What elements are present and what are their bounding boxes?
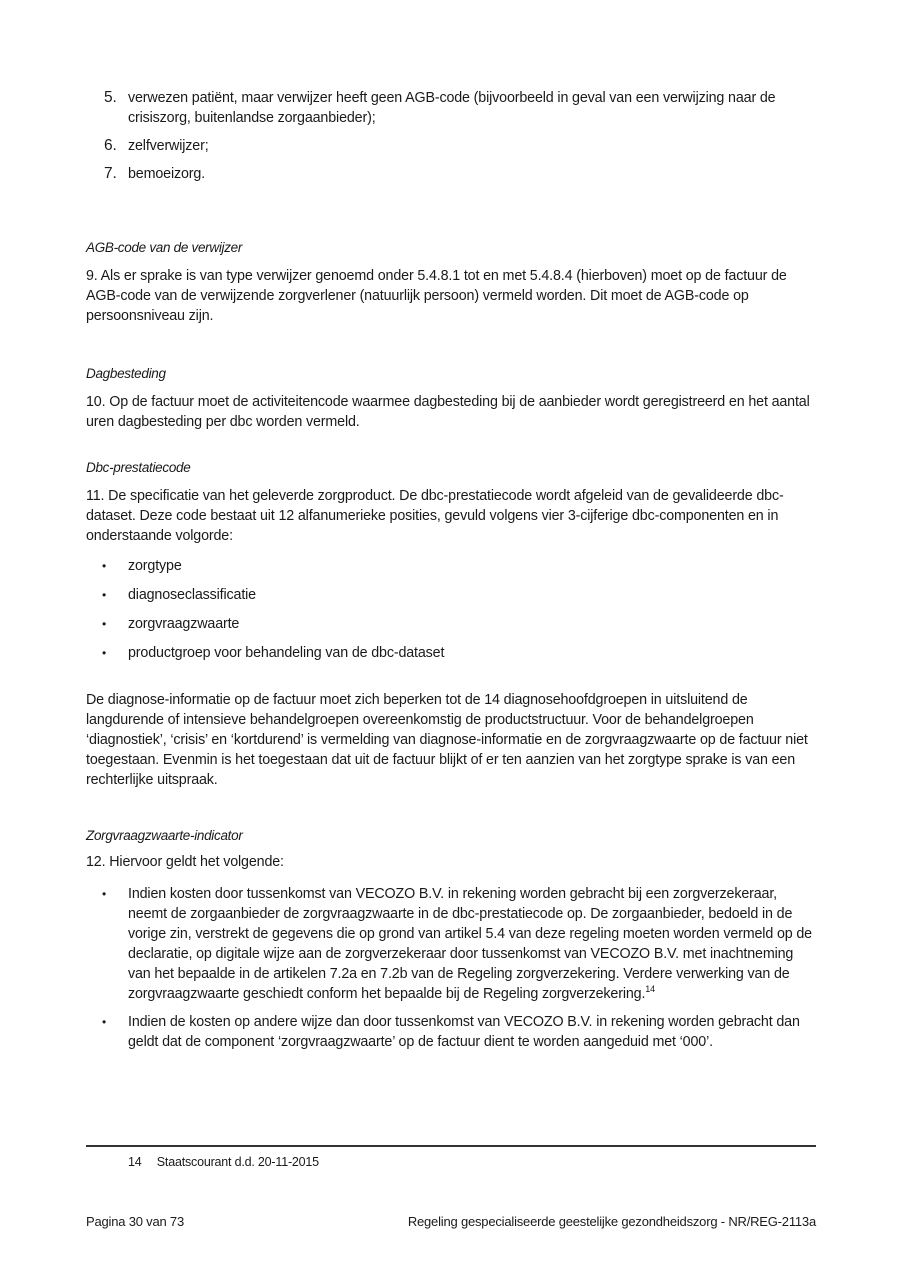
list-item xyxy=(86,1012,816,1052)
bullet-icon: • xyxy=(102,1015,107,1029)
document-title: Regeling gespecialiseerde geestelijke gezondheidszorg - NR/REG-2113a xyxy=(407,1214,816,1229)
footnote-divider xyxy=(86,1145,816,1147)
footnote-number: 14 xyxy=(128,1155,142,1169)
list-text: zelfverwijzer; xyxy=(128,138,209,154)
list-item xyxy=(86,164,816,184)
section-agb xyxy=(86,238,816,326)
section-paragraph: 10. Op de factuur moet de activiteitencode waarmee dagbesteding bij de aanbieder wordt geregistreerd en het aantal uren dagbesteding per dbc worden vermeld. xyxy=(86,394,810,430)
section-paragraph: De diagnose-informatie op de factuur moet zich beperken tot de 14 diagnosehoofdgroepen in uitsluitend de langdurende of intensieve behandelgroepen overeenkomstig de productstructuur. Voor de behandelgroepen ‘diagnostiek’, ‘crisis’ en ‘kortdurend’ is vermelding van diagnose-informatie en de zorgvraagzwaarte op de factuur niet toegestaan. Evenmin is het toegestaan dat uit de factuur blijkt of er ten aanzien van het zorgtype sprake is van een rechterlijke uitspraak. xyxy=(86,692,808,788)
zorgvraag-list xyxy=(86,884,816,1052)
list-text: zorgvraagzwaarte xyxy=(128,616,240,632)
list-text: verwezen patiënt, maar verwijzer heeft geen AGB-code (bijvoorbeeld in geval van een verwijzing naar de crisiszorg, buitenlandse zorgaanbieder); xyxy=(128,90,776,126)
bullet-icon: • xyxy=(102,617,107,631)
bullet-icon: • xyxy=(102,588,107,602)
list-item xyxy=(86,614,816,634)
section-zorgvraagzwaarte xyxy=(86,826,816,872)
list-text: diagnoseclassificatie xyxy=(128,587,256,603)
dbc-followup xyxy=(86,690,816,790)
list-text-body: Indien kosten door tussenkomst van VECOZO B.V. in rekening worden gebracht bij een zorgverzekeraar, neemt de zorgaanbieder de zorgvraagzwaarte in de dbc-prestatiecode op. De zorgaanbieder, bedoeld in de vorige zin, verstrekt de gegevens die op grond van artikel 5.4 van deze regeling moeten worden vermeld op de declaratie, op digitale wijze aan de zorgverzekeraar door tussenkomst van VECOZO B.V. met inachtneming van het bepaalde in de artikelen 7.2a en 7.2b van de Regeling zorgverzekering. Verdere verwerking van de zorgvraagzwaarte geschiedt conform het bepaalde bij de Regeling zorgverzekering. xyxy=(128,886,812,1002)
referrer-type-list xyxy=(86,88,816,184)
section-paragraph: 11. De specificatie van het geleverde zorgproduct. De dbc-prestatiecode wordt afgeleid van de gevalideerde dbc-dataset. Deze code bestaat uit 12 alfanumerieke posities, gevuld volgens vier 3-cijferige dbc-componenten en in onderstaande volgorde: xyxy=(86,488,784,544)
list-text: Indien de kosten op andere wijze dan door tussenkomst van VECOZO B.V. in rekening worden gebracht dan geldt dat de component ‘zorgvraagzwaarte’ op de factuur dient te worden aangeduid met ‘000’. xyxy=(128,1014,800,1050)
section-heading: AGB-code van de verwijzer xyxy=(86,240,243,255)
page-number: Pagina 30 van 73 xyxy=(86,1214,184,1229)
list-text: zorgtype xyxy=(128,558,182,574)
section-heading: Dagbesteding xyxy=(86,366,166,381)
list-number: 6. xyxy=(104,137,117,154)
list-text: productgroep voor behandeling van de dbc-dataset xyxy=(128,645,445,661)
section-heading: Dbc-prestatiecode xyxy=(86,460,191,475)
bullet-icon: • xyxy=(102,559,107,573)
dbc-component-list xyxy=(86,556,816,663)
list-item xyxy=(86,884,816,1004)
footnote-ref[interactable]: 14 xyxy=(645,984,656,995)
list-item xyxy=(86,88,816,128)
list-text xyxy=(128,884,816,1004)
footnote-text: Staatscourant d.d. 20-11-2015 xyxy=(156,1155,319,1169)
list-item xyxy=(86,643,816,663)
list-text: bemoeizorg. xyxy=(128,166,206,182)
list-item xyxy=(86,556,816,576)
list-item xyxy=(86,136,816,156)
list-number: 7. xyxy=(104,165,117,182)
section-dagbesteding xyxy=(86,364,816,432)
section-paragraph: 12. Hiervoor geldt het volgende: xyxy=(86,854,284,870)
section-paragraph: 9. Als er sprake is van type verwijzer genoemd onder 5.4.8.1 tot en met 5.4.8.4 (hierboven) moet op de factuur de AGB-code van de verwijzende zorgverlener (natuurlijk persoon) vermeld worden. Dit moet de AGB-code op persoonsniveau zijn. xyxy=(86,268,787,324)
bullet-icon: • xyxy=(102,887,107,901)
section-heading: Zorgvraagzwaarte-indicator xyxy=(86,828,243,843)
footnote xyxy=(128,1154,319,1170)
section-dbc xyxy=(86,458,816,546)
list-item xyxy=(86,585,816,605)
list-number: 5. xyxy=(104,89,117,106)
bullet-icon: • xyxy=(102,646,107,660)
